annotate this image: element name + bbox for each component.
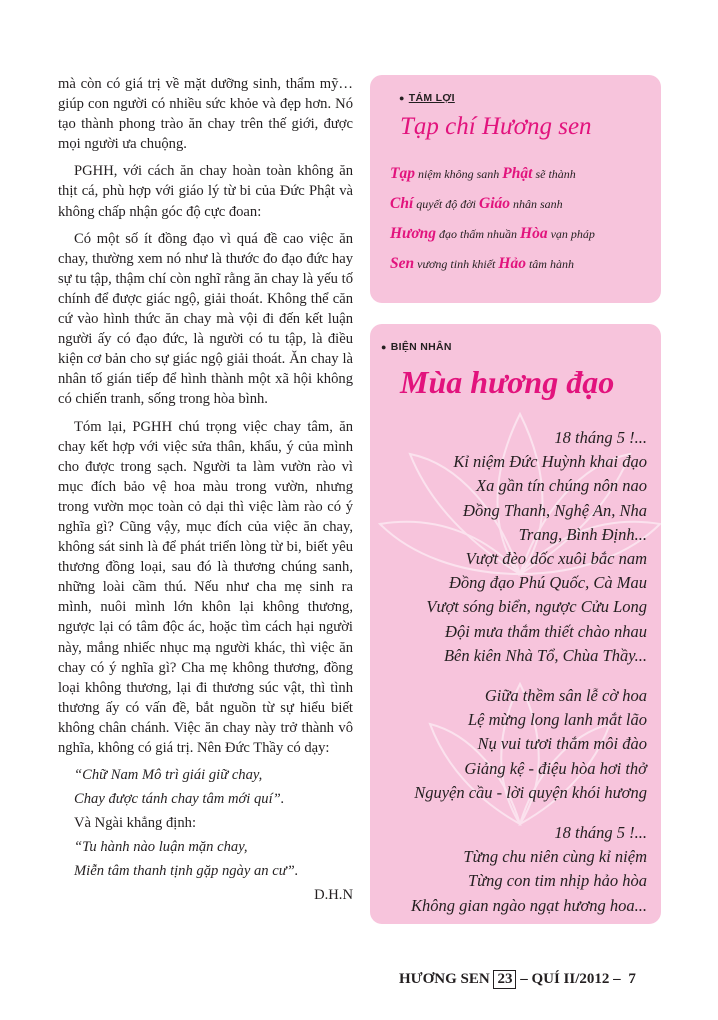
quote-2-line-2: Miễn tâm thanh tịnh gặp ngày an cư”.: [74, 863, 299, 880]
affirm-line: Và Ngài khẳng định:: [74, 815, 196, 832]
poem-line: Đồng đạo Phú Quốc, Cà Mau: [449, 573, 647, 593]
poem-title-mua-huong-dao: Mùa hương đạo: [400, 364, 615, 400]
quote-1-line-2: Chay được tánh chay tâm mới quí”.: [74, 791, 285, 808]
poem-line: 18 tháng 5 !...: [554, 823, 647, 843]
poem-line: Lệ mừng long lanh mắt lão: [467, 710, 647, 730]
acrostic-line: Chí quyết độ đời Giáo nhân sanh: [390, 195, 563, 212]
poem-line: Kỉ niệm Đức Huỳnh khai đạo: [453, 452, 647, 472]
issue-quarter: – QUÍ II/2012 –: [520, 971, 621, 987]
acrostic-line: Hương đạo thấm nhuần Hòa vạn pháp: [390, 225, 595, 242]
poem-line: Trang, Bình Định...: [518, 524, 647, 544]
magazine-name: HƯƠNG SEN: [399, 971, 490, 987]
acrostic-line: Tạp niệm không sanh Phật sẽ thành: [390, 165, 576, 182]
poem-line: Từng chu niên cùng kỉ niệm: [463, 847, 647, 867]
stanza-2: [377, 684, 647, 805]
poem-line: Bên kiên Nhà Tổ, Chùa Thầy...: [443, 645, 647, 665]
poem-line: 18 tháng 5 !...: [554, 428, 647, 447]
poem-line: Xa gần tín chúng nôn nao: [476, 476, 647, 496]
stanza-3: [377, 821, 647, 918]
section-label-tam-loi: ● TÁM LỢI: [399, 92, 455, 104]
author-signature: D.H.N: [314, 887, 353, 904]
poem-line: Vượt đèo dốc xuôi bắc nam: [465, 549, 647, 569]
poem-line: Vượt sóng biển, ngược Cửu Long: [426, 597, 647, 617]
section-label-bien-nhan: ● BIỆN NHÂN: [381, 341, 452, 353]
bullet-icon: ●: [381, 342, 387, 352]
poem-box-tam-loi: [370, 75, 661, 303]
stanza-1: [377, 426, 647, 668]
poem-title-tap-chi: Tạp chí Hương sen: [400, 113, 592, 140]
poem-line: Đồng Thanh, Nghệ An, Nha: [463, 500, 647, 520]
acrostic-line: Sen vương tinh khiết Hảo tâm hành: [390, 255, 574, 272]
page-footer: [399, 970, 636, 989]
quote-1-line-1: “Chữ Nam Mô trì giái giữ chay,: [74, 767, 263, 784]
poem-line: Giữa thềm sân lễ cờ hoa: [484, 686, 647, 706]
quote-2-line-1: “Tu hành nào luận mặn chay,: [74, 839, 248, 856]
article-column: [58, 74, 353, 907]
poem-body: [377, 426, 647, 918]
issue-number: 23: [493, 970, 516, 989]
paragraph-3: Có một số ít đồng đạo vì quá đề cao việc ăn chay, thường xem nó như là thước đo đạo đức hay sự tu tập, thậm chí còn nghĩ rằng ăn chay là yếu tố chính để được giác ngộ, giải thoát. Không thể căn cứ vào hình thức ăn chay mà vội đi đến kết luận người ấy có đạo đức, là người có tu tập, là điều kiện cơ bản cho sự giác ngộ giải thoát. Ăn chay là nhân tố gián tiếp để hình thành một xã hội không có chiến tranh, sống trong hòa bình.: [58, 230, 353, 408]
paragraph-2: PGHH, với cách ăn chay hoàn toàn không ăn thịt cá, phù hợp với giáo lý từ bi của Đức Phật và không chấp nhận góc độ cực đoan:: [58, 163, 353, 220]
poem-line: Đội mưa thắm thiết chào nhau: [445, 621, 647, 641]
poem-line: Từng con tim nhịp hảo hòa: [467, 871, 647, 891]
poem-line: Nụ vui tươi thắm môi đào: [477, 734, 647, 754]
poem-line: Giảng kệ - điệu hòa hơi thở: [464, 758, 647, 778]
poem-line: Không gian ngào ngạt hương hoa...: [411, 895, 647, 915]
acrostic-poem: [390, 165, 655, 285]
poem-box-bien-nhan: [370, 324, 661, 924]
bullet-icon: ●: [399, 93, 405, 103]
page-number: 7: [628, 971, 636, 987]
paragraph-1: mà còn có giá trị về mặt dưỡng sinh, thẩm mỹ… giúp con người có nhiều sức khỏe và đẹp hơn. Nó tạo thành phong trào ăn chay trên thế giới, được mọi người ưa chuộng.: [58, 76, 353, 153]
paragraph-4: Tóm lại, PGHH chú trọng việc chay tâm, ăn chay kết hợp với việc sửa thân, khẩu, ý của mình cho được trong sạch. Người ta làm vườn rào vì mục đích bảo vệ hoa màu trong vườn, nhưng trong vườn mọc toàn cỏ dại thì việc làm rào có ý nghĩa gì? Cũng vậy, mục đích của việc ăn chay, không sát sinh là để phát triển lòng từ bi, biết yêu thương đồng loại, sau đó là thương chúng sanh, những loài cầm thú. Nếu như cha mẹ sinh ra mình, nuôi mình lớn khôn lại không thương, ngược lại có tâm độc ác, hoặc tìm cách hại người này, mắng nhiếc nhục mạ người khác, thì việc ăn chay có ý nghĩa gì? Cha mẹ không thương, đồng loại không thương, lại đi thương súc vật, thì tình thương ấy có vấn đề, bắt nguồn từ sự hiểu biết không chân chánh. Việc ăn chay này trở thành vô nghĩa, không có giá trị. Nên Đức Thầy có dạy:: [58, 418, 353, 756]
poem-line: Nguyện cầu - lời quyện khói hương: [414, 782, 647, 802]
